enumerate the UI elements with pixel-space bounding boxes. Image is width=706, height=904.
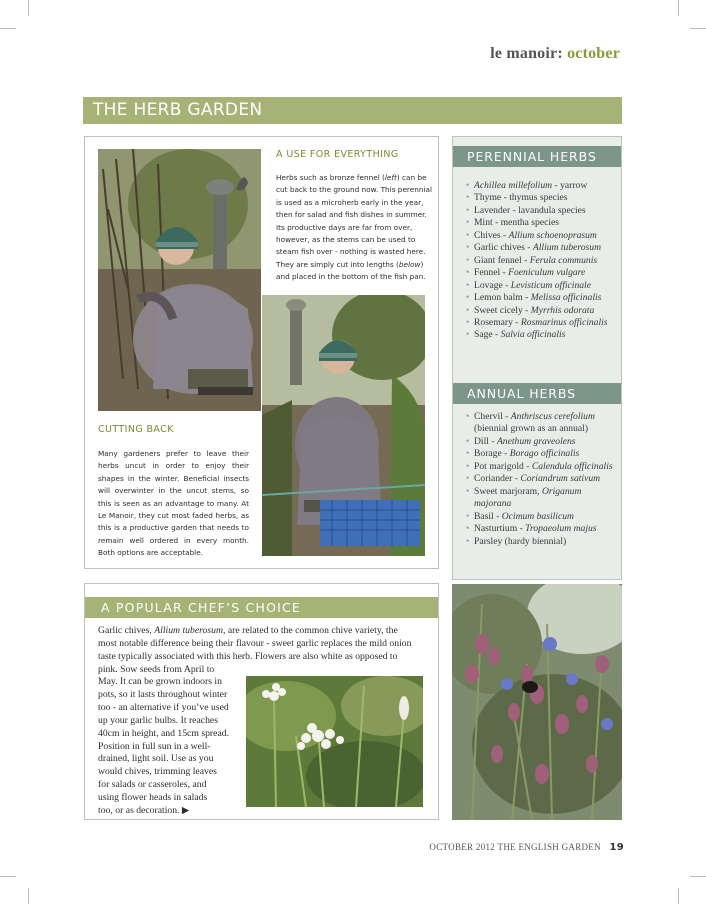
photo-borage-flowers [452, 584, 622, 820]
herb-latin-name: Foeniculum vulgare [508, 267, 586, 279]
use-for-everything-heading: A USE FOR EVERYTHING [276, 149, 399, 160]
use-for-everything-body [276, 172, 433, 284]
perennial-herbs-title: PERENNIAL HERBS [467, 149, 597, 164]
herb-list-item [466, 411, 618, 436]
herb-list-item [466, 486, 618, 511]
chef-line: Position in full sun in a well- [98, 740, 211, 752]
herb-latin-name: Allium schoenoprasum [508, 229, 597, 241]
herb-list-item [466, 205, 618, 217]
annual-herbs-title: ANNUAL HERBS [467, 386, 576, 401]
chefs-choice-narrow-text [98, 676, 248, 818]
annual-herbs-list [466, 411, 618, 548]
chef-line: drained, light soil. Use as you [98, 753, 214, 765]
herb-separator: - [502, 411, 511, 422]
chef-line: May. It can be grown indoors in [98, 676, 222, 687]
herb-common-name: Nasturtium [474, 523, 518, 535]
footer-month: OCTOBER 2012 [429, 842, 496, 852]
photo-gardener-with-crate [262, 295, 425, 556]
herb-common-name: Giant fennel [474, 254, 522, 266]
footer-magazine: THE ENGLISH GARDEN [497, 842, 601, 852]
herb-separator: - [492, 217, 501, 229]
herb-list-item [466, 180, 618, 192]
herb-list-item [466, 329, 618, 341]
herb-common-name: Pot marigold [474, 460, 524, 472]
chef-line: too - an alternative if you’ve used [98, 701, 229, 713]
herb-list-item [466, 317, 618, 329]
herb-common-name: Borage [474, 448, 502, 460]
herb-latin-name: Salvia officinalis [500, 329, 566, 341]
page-number: 19 [609, 842, 624, 853]
herb-list-item [466, 217, 618, 229]
perennial-herbs-band [453, 146, 621, 167]
chef-line: pink. Sow seeds from April to [98, 663, 215, 675]
herb-common-name: Sweet marjoram [474, 485, 538, 497]
photo-gardener-cutting-back [98, 149, 261, 411]
herb-latin-name: Melissa officinalis [530, 292, 602, 304]
herb-separator: - [501, 192, 510, 204]
herb-list-item [466, 473, 618, 485]
chefs-choice-banner [85, 597, 438, 618]
photo-garlic-chive-flowers [246, 676, 423, 807]
herb-common-name: Sage [474, 329, 493, 341]
herb-common-name: Coriander [474, 473, 513, 485]
section-title: THE HERB GARDEN [93, 100, 263, 120]
herb-list-item [466, 192, 618, 204]
herb-latin-name: mentha species [500, 217, 560, 229]
herb-separator: - [522, 292, 531, 304]
section-title-banner [83, 97, 622, 124]
herb-list-item [466, 242, 618, 254]
cutting-back-body: Many gardeners prefer to leave their herbs uncut in order to enjoy their shapes in the winter. Beneficial insects will overwinter in the uncut stems, so this is seen as an advantage to many. At Le Manoir, they cut most faded herbs, as this is a productive garden that needs to remain well ordered in every month. Both options are acceptable. [98, 449, 249, 558]
herb-separator: - [500, 267, 509, 279]
herb-latin-name: Coriandrum sativum [520, 473, 601, 485]
herb-list-item [466, 280, 618, 292]
herb-list-item [466, 267, 618, 279]
crop-mark [28, 0, 29, 16]
herb-list-item [466, 305, 618, 317]
herb-separator: - [523, 460, 532, 472]
herb-latin-name: Achillea millefolium [474, 180, 553, 191]
crop-mark [0, 876, 16, 877]
herb-separator: - [524, 242, 533, 254]
herb-list-item [466, 448, 618, 460]
herb-common-name: Sweet cicely [474, 304, 523, 316]
herb-separator: - [522, 304, 531, 316]
herb-latin-name: Ferula communis [529, 254, 598, 266]
chef-line1-b: , are related to the common chive variety, the [223, 625, 398, 636]
running-head-prefix: le manoir: [490, 45, 563, 62]
herb-separator: - [500, 229, 509, 241]
crop-mark [690, 876, 706, 877]
crop-mark [678, 888, 679, 904]
herb-common-name: Garlic chives [474, 242, 525, 254]
herb-list-item [466, 436, 618, 448]
herb-separator: - [510, 204, 519, 216]
herb-latin-name: Origanum majorana [474, 485, 582, 510]
use-body-em-left: left [384, 173, 397, 182]
chefs-choice-panel [84, 583, 439, 820]
herb-common-name: Lavender [474, 204, 511, 216]
chefs-choice-title: A POPULAR CHEF’S CHOICE [101, 600, 302, 615]
herb-common-name: yarrow [560, 180, 588, 191]
herb-latin-name: Levisticum officinale [510, 279, 591, 291]
herb-latin-name: lavandula species [518, 204, 586, 216]
herb-separator: - [493, 510, 502, 522]
herb-lists-panel [452, 136, 622, 580]
herb-separator: - [552, 180, 561, 191]
herb-separator: - [512, 473, 521, 485]
herb-common-name: Dill [474, 435, 489, 447]
chef-line: pots, so it lasts throughout winter [98, 688, 228, 700]
herb-list-item [466, 523, 618, 535]
herb-note: (biennial grown as an annual) [474, 423, 589, 435]
herb-common-name: Lemon balm [474, 292, 523, 304]
chef-line: 40cm in height, and 15cm spread. [98, 727, 230, 739]
herb-separator: - [488, 435, 497, 447]
herb-list-item [466, 292, 618, 304]
herb-common-name: Thyme [474, 192, 502, 204]
herb-separator: - [492, 329, 501, 341]
herb-common-name: Rosemary [474, 316, 513, 328]
herb-separator: - [502, 279, 511, 291]
herb-separator: , [537, 485, 542, 497]
chef-line: most notable difference being their flavour - sweet garlic replaces the mild onion [98, 637, 412, 649]
herb-list-item [466, 255, 618, 267]
herb-common-name: Fennel [474, 267, 501, 279]
crop-mark [0, 28, 16, 29]
herb-list-item [466, 511, 618, 523]
page-footer [429, 842, 624, 853]
use-body-part-3: ) and placed in the bottom of the fish pan. [276, 259, 426, 282]
chefs-choice-intro [98, 625, 433, 677]
chef-line: up your garlic bulbs. It reaches [98, 714, 218, 726]
chef-line: using flower heads in salads [98, 792, 208, 804]
use-body-part-2: ) can be cut back to the ground now. This perennial is used as a microherb early in the year, then for salad and fish dishes in summer. Its productive days are far from over, however, as the stems can be used to steam fish over - nothing is wasted here. They are simply cut into lengths ( [276, 173, 433, 269]
use-body-part-1: Herbs such as bronze fennel ( [276, 173, 385, 182]
herb-separator: - [517, 523, 526, 535]
herb-latin-name: Myrrhis odorata [530, 304, 595, 316]
chef-line: too, or as decoration. ▶ [98, 805, 190, 817]
herb-latin-name: Anethum graveolens [496, 435, 576, 447]
cutting-back-heading: CUTTING BACK [98, 424, 174, 435]
herb-latin-name: Rosmarinus officinalis [520, 316, 608, 328]
chef-line1-em: Allium tuberosum [154, 625, 224, 636]
crop-mark [690, 28, 706, 29]
herb-latin-name: Ocimum basilicum [501, 510, 574, 522]
crop-mark [28, 888, 29, 904]
use-body-em-below: below [398, 259, 421, 269]
herb-separator: - [521, 254, 530, 266]
chef-line [98, 625, 433, 638]
herb-common-name: Chives [474, 229, 501, 241]
chef-line: would chives, trimming leaves [98, 766, 217, 778]
herb-separator: - [501, 448, 510, 460]
herb-separator: - [512, 316, 521, 328]
herb-common-name: Mint [474, 217, 493, 229]
annual-herbs-band [453, 383, 621, 404]
chef-line1-a: Garlic chives, [98, 625, 155, 636]
herb-latin-name: Anthriscus cerefolium [510, 411, 595, 422]
herb-latin-name: Calendula officinalis [531, 460, 613, 472]
running-head-month: october [567, 45, 620, 62]
chef-line: for salads or casseroles, and [98, 779, 207, 791]
perennial-herbs-list [466, 180, 618, 342]
running-head [490, 45, 620, 63]
herb-common-name: Parsley (hardy biennial) [474, 535, 567, 547]
herb-latin-name: Allium tuberosum [532, 242, 602, 254]
herb-common-name: Basil [474, 510, 494, 522]
herb-list-item [466, 461, 618, 473]
chef-line: taste typically associated with this herb. Flowers are also white as opposed to [98, 650, 398, 662]
herb-latin-name: Borago officinalis [509, 448, 580, 460]
herb-garden-panel [84, 136, 439, 569]
herb-list-item [466, 536, 618, 548]
herb-common-name: Lovage [474, 279, 503, 291]
herb-latin-name: thymus species [509, 192, 568, 204]
crop-mark [678, 0, 679, 16]
herb-list-item [466, 230, 618, 242]
herb-latin-name: Tropaeolum majus [525, 523, 597, 535]
herb-common-name: Chervil [474, 411, 503, 422]
